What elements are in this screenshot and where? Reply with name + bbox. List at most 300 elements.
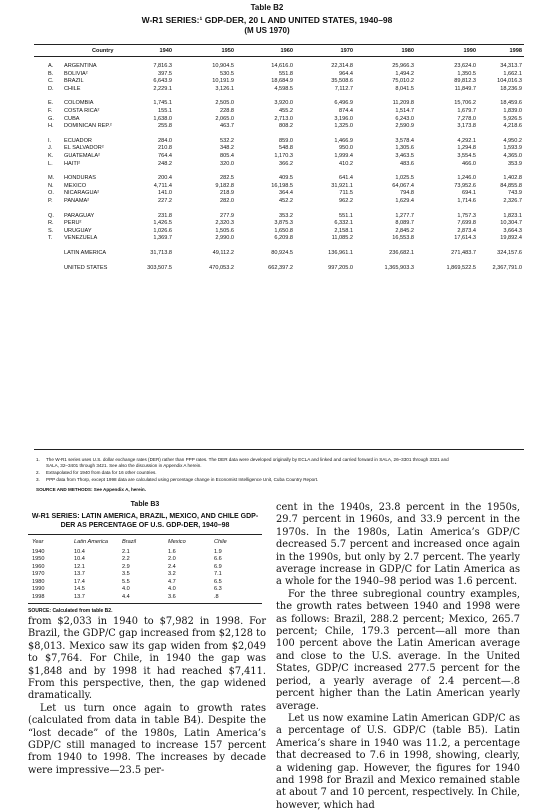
table-row [34, 198, 524, 205]
table-cell: 1,714.6 [457, 198, 476, 204]
table-b2-notes [36, 457, 456, 493]
table-cell: 2,065.0 [215, 115, 234, 122]
row-letter: C. [48, 78, 54, 85]
table-cell: 4,292.1 [457, 137, 476, 144]
table-cell: 2.1 [122, 548, 130, 555]
table-b2-source: SOURCE AND METHODS: See Appendix A, herein. [36, 487, 147, 492]
table-cell: 7,816.3 [153, 63, 172, 69]
country-name: VENEZUELA [64, 235, 98, 242]
table-cell: 2.2 [122, 556, 130, 562]
table-b3-grid [28, 534, 262, 604]
table-cell: 236,682.1 [389, 250, 414, 256]
table-cell: 14.5 [74, 586, 85, 592]
table-cell: 483.6 [400, 160, 414, 167]
country-name: UNITED STATES [64, 264, 108, 271]
table-cell: 1980 [32, 578, 45, 585]
country-name: CUBA [64, 115, 80, 122]
table-cell: 13.7 [74, 593, 85, 600]
table-cell: 964.4 [339, 70, 353, 77]
country-column-header: Country [92, 48, 114, 54]
table-cell: 1940 [32, 548, 45, 555]
table-cell: 874.4 [339, 108, 353, 114]
table-cell: 711.5 [339, 190, 353, 197]
body-paragraph: Let us turn once again to growth rates (calculated from data in table B4). Despite the “lost decade” of the 1980s, Latin America’s GDP/C still managed to increase 157 percent from 1940 to 1998. The increases by decade were impressive—23.5 per- [28, 702, 266, 776]
table-cell: 1998 [32, 593, 45, 600]
note-text: PPP data from Thorp, except 1998 data are calculated using percentage change in Economist Intelligence Unit, Cuba Country Report. [46, 477, 319, 482]
country-name: NICARAGUA² [64, 190, 100, 197]
table-cell: 303,507.5 [147, 264, 172, 271]
table-cell: 551.8 [279, 70, 293, 77]
table-row [34, 145, 524, 152]
row-letter: I. [48, 137, 52, 144]
table-cell: 455.2 [279, 108, 293, 114]
table-cell: 1.9 [214, 548, 222, 555]
body-text-left-column [28, 616, 266, 777]
country-name: COLOMBIA [64, 100, 94, 107]
table-cell: 641.4 [339, 175, 353, 182]
country-name: PARAGUAY [64, 212, 95, 219]
country-name: LATIN AMERICA [64, 250, 107, 256]
table-cell: 89,812.3 [454, 78, 476, 85]
table-cell: 5.5 [122, 578, 130, 585]
row-letter: J. [48, 145, 53, 152]
table-b3-title: W-R1 SERIES: LATIN AMERICA, BRAZIL, MEXICO, AND CHILE GDP-DER AS PERCENTAGE OF U.S. GDP-DER, 1940–98 [31, 513, 259, 529]
table-row [34, 190, 524, 197]
table-cell: 17,614.3 [454, 235, 476, 242]
row-letter: P. [48, 198, 53, 204]
table-note [36, 457, 456, 469]
table-cell: 662,397.2 [268, 264, 293, 271]
table-cell: 6.6 [214, 556, 222, 562]
table-cell: 227.2 [158, 198, 172, 204]
year-column-header: 1950 [221, 48, 234, 54]
table-cell: 3,196.0 [334, 115, 353, 122]
table-row [34, 235, 524, 242]
table-cell: 950.0 [339, 145, 353, 152]
table-cell: 1,650.8 [274, 227, 293, 234]
table-b3-column [168, 539, 186, 601]
table-cell: 532.2 [220, 137, 234, 144]
table-b3 [28, 501, 262, 614]
table-cell: 13.7 [74, 571, 85, 577]
table-cell: 2,158.1 [334, 227, 353, 234]
country-name: URUGUAY [64, 227, 92, 234]
table-cell: 3,578.4 [395, 137, 414, 144]
table-cell: 1,365,903.3 [384, 264, 414, 271]
table-b3-column-header: Brazil [122, 539, 136, 545]
table-cell: 353.9 [508, 160, 522, 167]
note-text: Extrapolated for 1940 from data for 16 other countries. [46, 470, 157, 475]
table-cell: 104,016.3 [497, 78, 522, 85]
table-cell: 530.5 [220, 70, 234, 77]
year-column-header: 1998 [509, 48, 522, 54]
table-cell: 1,662.1 [503, 70, 522, 77]
table-cell: 3,554.5 [457, 153, 476, 159]
table-row [34, 108, 524, 115]
table-cell: 466.0 [462, 160, 476, 167]
table-cell: 31,713.8 [150, 250, 172, 256]
row-letter: T. [48, 235, 53, 242]
table-row [34, 123, 524, 130]
table-row [34, 153, 524, 160]
table-b2-bottom-rule [34, 449, 524, 450]
year-column-header: 1970 [340, 48, 353, 54]
table-cell: 997,205.0 [328, 264, 353, 271]
table-cell: 1,757.3 [457, 212, 476, 219]
table-cell: 2,873.4 [457, 227, 476, 234]
table-cell: 10.4 [74, 556, 85, 562]
table-cell: 7,278.0 [457, 115, 476, 122]
table-cell: 2,713.0 [274, 115, 293, 122]
table-b2-column-headers [34, 48, 524, 56]
table-cell: 5,926.5 [503, 115, 522, 122]
table-cell: 2,320.3 [215, 220, 234, 227]
row-letter: K. [48, 153, 54, 159]
table-cell: 1,823.1 [503, 212, 522, 219]
table-row [34, 175, 524, 182]
table-cell: 73,952.6 [454, 182, 476, 189]
table-cell: 75,010.2 [392, 78, 414, 85]
table-cell: 6,209.8 [274, 235, 293, 242]
table-cell: 271,483.7 [451, 250, 476, 256]
table-cell: 4,711.4 [153, 182, 172, 189]
row-letter: R. [48, 220, 54, 227]
table-b3-label: Table B3 [130, 501, 160, 508]
table-cell: 31,921.1 [331, 182, 353, 189]
table-cell: 1,593.9 [503, 145, 522, 152]
row-letter: A. [48, 63, 54, 69]
country-name: DOMINICAN REP.² [64, 123, 112, 130]
table-cell: 3,126.1 [215, 85, 234, 92]
table-row [34, 71, 524, 78]
row-letter: O. [48, 190, 54, 197]
table-cell: 22,314.8 [331, 63, 353, 69]
table-cell: 1,869,522.5 [446, 264, 476, 271]
table-cell: 3.2 [168, 571, 176, 577]
row-letter: Q. [48, 212, 54, 219]
table-cell: 1,294.8 [457, 145, 476, 152]
country-name: PERU² [64, 220, 82, 227]
row-letter: F. [48, 108, 53, 114]
table-b3-column [74, 539, 108, 601]
table-cell: 3,664.3 [503, 227, 522, 234]
table-cell: 12.1 [74, 563, 85, 570]
year-column-header: 1940 [159, 48, 172, 54]
table-b2-title: W-R1 SERIES:¹ GDP-DER, 20 L AND UNITED STATES, 1940–98 [141, 15, 393, 25]
table-cell: 1,402.8 [503, 175, 522, 182]
table-b3-column-header: Mexico [168, 539, 186, 545]
table-cell: 1,999.4 [334, 153, 353, 159]
table-cell: 805.4 [220, 153, 234, 159]
table-cell: 2,990.0 [215, 235, 234, 242]
table-cell: 1,325.0 [334, 123, 353, 130]
table-cell: 136,961.1 [328, 250, 353, 256]
table-cell: 10.4 [74, 548, 85, 555]
table-cell: 16,198.5 [271, 182, 293, 189]
table-b2-header-rule [34, 56, 524, 57]
table-cell: 764.4 [158, 153, 172, 159]
table-b2-subtitle: (M US 1970) [244, 26, 290, 35]
table-cell: 2.9 [122, 563, 130, 570]
table-cell: 1,026.6 [153, 227, 172, 234]
row-letter: H. [48, 123, 54, 130]
table-cell: 34,313.7 [500, 63, 522, 69]
country-name: BRAZIL [64, 78, 84, 85]
row-letter: N. [48, 182, 54, 189]
table-cell: 14,616.0 [271, 63, 293, 69]
table-cell: 1,350.5 [457, 70, 476, 77]
table-cell: 1,679.7 [457, 108, 476, 114]
country-name: BOLIVIA² [64, 70, 88, 77]
table-cell: 4,950.2 [503, 137, 522, 144]
table-row [34, 250, 524, 257]
country-name: HONDURAS [64, 175, 97, 182]
table-row [34, 183, 524, 190]
table-cell: 17.4 [74, 578, 85, 585]
country-name: GUATEMALA² [64, 153, 100, 159]
year-column-header: 1990 [463, 48, 476, 54]
table-cell: 4.0 [122, 586, 130, 592]
note-number: 2. [36, 470, 40, 475]
table-cell: 3,920.0 [274, 100, 293, 107]
table-cell: 8,089.7 [395, 220, 414, 227]
table-cell: 11,849.7 [454, 85, 476, 92]
table-cell: 4.0 [168, 586, 176, 592]
table-cell: 1.6 [168, 548, 176, 555]
table-cell: 364.4 [279, 190, 293, 197]
table-cell: 6,496.9 [334, 100, 353, 107]
table-cell: 470,053.2 [209, 264, 234, 271]
table-cell: 409.5 [279, 175, 293, 182]
table-cell: 282.5 [220, 175, 234, 182]
table-cell: 348.2 [220, 145, 234, 152]
table-cell: 80,924.5 [271, 250, 293, 256]
table-cell: 3,463.5 [395, 153, 414, 159]
table-cell: 6.5 [214, 578, 222, 585]
table-cell: 1,369.7 [153, 235, 172, 242]
table-cell: 1,277.7 [395, 212, 414, 219]
table-cell: 49,112.2 [212, 250, 234, 256]
body-text-right-column [276, 502, 520, 812]
table-cell: 6,643.9 [153, 78, 172, 85]
table-cell: 284.0 [158, 137, 172, 144]
table-cell: 859.0 [279, 137, 293, 144]
table-cell: 548.8 [279, 145, 293, 152]
table-cell: 2,229.1 [153, 85, 172, 92]
table-cell: 218.9 [220, 190, 234, 197]
table-b3-column-header: Chile [214, 539, 227, 545]
table-cell: 2,590.9 [395, 123, 414, 130]
country-name: MEXICO [64, 182, 87, 189]
table-cell: 694.1 [462, 190, 476, 197]
table-cell: 10,191.9 [212, 78, 234, 85]
table-cell: .8 [214, 593, 219, 600]
table-row [34, 78, 524, 85]
country-name: PANAMA² [64, 198, 90, 204]
table-cell: 18,684.9 [271, 78, 293, 85]
table-cell: 1970 [32, 571, 45, 577]
table-b2-label: Table B2 [250, 3, 284, 12]
table-cell: 10,304.7 [500, 220, 522, 227]
table-cell: 1,494.2 [395, 70, 414, 77]
table-cell: 15,706.2 [454, 100, 476, 107]
table-cell: 1,839.0 [503, 108, 522, 114]
table-cell: 3,173.8 [457, 123, 476, 130]
table-cell: 1,246.0 [457, 175, 476, 182]
table-cell: 10,904.5 [212, 63, 234, 69]
table-cell: 2.0 [168, 556, 176, 562]
table-cell: 3,875.3 [274, 220, 293, 227]
table-cell: 794.8 [400, 190, 414, 197]
row-letter: L. [48, 160, 53, 167]
row-letter: E. [48, 100, 54, 107]
table-cell: 1,638.0 [153, 115, 172, 122]
table-cell: 3.6 [168, 593, 176, 600]
country-name: CHILE [64, 85, 81, 92]
country-name: ECUADOR [64, 137, 92, 144]
table-cell: 11,085.2 [331, 235, 353, 242]
table-row [34, 220, 524, 227]
year-column-header: 1960 [280, 48, 293, 54]
table-row [34, 265, 524, 272]
table-note [36, 470, 456, 476]
table-cell: 3.5 [122, 571, 130, 577]
table-b3-source: SOURCE: Calculated from table B2. [28, 608, 113, 614]
table-cell: 4,598.5 [274, 85, 293, 92]
country-name: ARGENTINA [64, 63, 97, 69]
country-name: COSTA RICA² [64, 108, 100, 114]
table-cell: 9,182.8 [215, 182, 234, 189]
table-row [34, 161, 524, 168]
table-cell: 231.8 [158, 212, 172, 219]
table-cell: 1950 [32, 556, 45, 562]
table-cell: 2,845.2 [395, 227, 414, 234]
table-cell: 7,112.7 [334, 85, 353, 92]
table-cell: 4.4 [122, 593, 130, 600]
table-cell: 1,426.5 [153, 220, 172, 227]
table-cell: 962.2 [339, 198, 353, 204]
table-cell: 277.9 [220, 212, 234, 219]
table-cell: 410.2 [339, 160, 353, 167]
table-cell: 320.0 [220, 160, 234, 167]
table-cell: 1,505.6 [215, 227, 234, 234]
table-cell: 210.8 [158, 145, 172, 152]
table-cell: 18,459.6 [500, 100, 522, 107]
table-cell: 1,025.5 [395, 175, 414, 182]
table-cell: 808.2 [279, 123, 293, 130]
table-cell: 6.3 [214, 586, 222, 592]
table-cell: 64,067.4 [392, 182, 414, 189]
table-cell: 1,629.4 [395, 198, 414, 204]
table-cell: 228.8 [220, 108, 234, 114]
table-cell: 6.9 [214, 563, 222, 570]
table-cell: 155.1 [158, 108, 172, 114]
table-b3-column-header: Latin America [74, 539, 108, 545]
table-cell: 7,699.8 [457, 220, 476, 227]
row-letter: S. [48, 227, 54, 234]
table-cell: 2.4 [168, 563, 176, 570]
table-b2-top-rule [34, 44, 524, 45]
row-letter: M. [48, 175, 55, 182]
table-cell: 4,365.0 [503, 153, 522, 159]
body-paragraph: Let us now examine Latin American GDP/C as a percentage of U.S. GDP/C (table B5). Latin America’s share in 1940 was 11.2, a percentage that decreased to 7.6 in 1998, showing, clearly, a widening gap. However, the figures for 1940 and 1998 for Brazil and Mexico remained stable at about 7 and 10 percent, respectively. In Chile, however, which had [276, 712, 520, 811]
table-cell: 2,505.0 [215, 100, 234, 107]
table-cell: 1960 [32, 563, 45, 570]
table-cell: 743.9 [508, 190, 522, 197]
table-cell: 282.0 [220, 198, 234, 204]
table-cell: 35,508.6 [331, 78, 353, 85]
table-cell: 84,855.8 [500, 182, 522, 189]
table-row [34, 213, 524, 220]
table-b3-column [122, 539, 136, 601]
table-cell: 1,745.1 [153, 100, 172, 107]
table-cell: 16,553.8 [392, 235, 414, 242]
table-row [34, 228, 524, 235]
table-cell: 4.7 [168, 578, 176, 585]
table-cell: 18,236.9 [500, 85, 522, 92]
table-cell: 2,367,791.0 [492, 264, 522, 271]
row-letter: D. [48, 85, 54, 92]
table-cell: 200.4 [158, 175, 172, 182]
body-paragraph: from $2,033 in 1940 to $7,982 in 1998. For Brazil, the GDP/C gap increased from $2,128 to $8,013. Mexico saw its gap widen from $2,049 to $7,764. For Chile, in 1940 the gap was $1,848 and by 1998 it had reached $7,411. From this perspective, then, the gap widened dramatically. [28, 616, 266, 702]
table-cell: 255.8 [158, 123, 172, 130]
body-paragraph: For the three subregional country examples, the growth rates between 1940 and 1998 were as follows: Brazil, 288.2 percent; Mexico, 265.7 percent; Chile, 179.3 percent—all more than 100 percent above the Latin American average and close to the U.S. average. In the United States, GDP/C increased 277.5 percent for the period, a yearly average of 2.4 percent—.8 percent higher than the Latin American yearly average. [276, 588, 520, 712]
row-letter: G. [48, 115, 54, 122]
table-b3-column [214, 539, 227, 601]
table-b3-column-header: Year [32, 539, 44, 545]
table-cell: 8,041.5 [395, 85, 414, 92]
table-cell: 1,305.6 [395, 145, 414, 152]
note-number: 1. [36, 457, 40, 462]
table-cell: 11,209.8 [392, 100, 414, 107]
table-cell: 397.5 [158, 70, 172, 77]
body-paragraph: cent in the 1940s, 23.8 percent in the 1950s, 29.7 percent in 1960s, and 33.9 percent in the 1970s. In the 1980s, Latin America’s GDP/C decreased 5.7 percent and increased once again in the 1990s, but only by 2.7 percent. The yearly average increase in GDP/C for Latin America as a whole for the 1940–98 period was 1.6 percent. [276, 502, 520, 588]
country-name: EL SALVADOR² [64, 145, 104, 152]
table-cell: 19,892.4 [500, 235, 522, 242]
table-cell: 248.2 [158, 160, 172, 167]
table-cell: 23,624.0 [454, 63, 476, 69]
table-cell: 1990 [32, 586, 45, 592]
table-cell: 366.2 [279, 160, 293, 167]
table-cell: 1,170.3 [274, 153, 293, 159]
table-cell: 463.7 [220, 123, 234, 130]
table-row [34, 138, 524, 145]
table-cell: 452.2 [279, 198, 293, 204]
table-cell: 4,218.6 [503, 123, 522, 130]
note-text: The W-R1 series uses U.S. dollar exchange rates (DER) rather than PPP rates. The DER data were developed originally by ECLA and linked and carried forward in SALA, 26–3301 through 3321 and SALA, 32–3401 through 3421. See also the discussion in Appendix A herein. [46, 457, 449, 468]
row-letter: B. [48, 70, 54, 77]
table-row [34, 63, 524, 70]
table-cell: 2,326.7 [503, 198, 522, 204]
table-cell: 7.1 [214, 571, 222, 577]
table-cell: 25,966.3 [392, 63, 414, 69]
note-number: 3. [36, 477, 40, 482]
table-row [34, 116, 524, 123]
year-column-header: 1980 [401, 48, 414, 54]
table-row [34, 100, 524, 107]
table-cell: 353.2 [279, 212, 293, 219]
table-cell: 324,157.6 [497, 250, 522, 256]
table-cell: 6,243.0 [395, 115, 414, 122]
table-note [36, 477, 456, 483]
country-name: HAITI² [64, 160, 81, 167]
table-cell: 6,332.1 [334, 220, 353, 227]
table-b3-column [32, 539, 44, 601]
table-row [34, 86, 524, 93]
table-cell: 1,466.9 [334, 137, 353, 144]
table-cell: 1,514.7 [395, 108, 414, 114]
table-cell: 141.0 [158, 190, 172, 197]
